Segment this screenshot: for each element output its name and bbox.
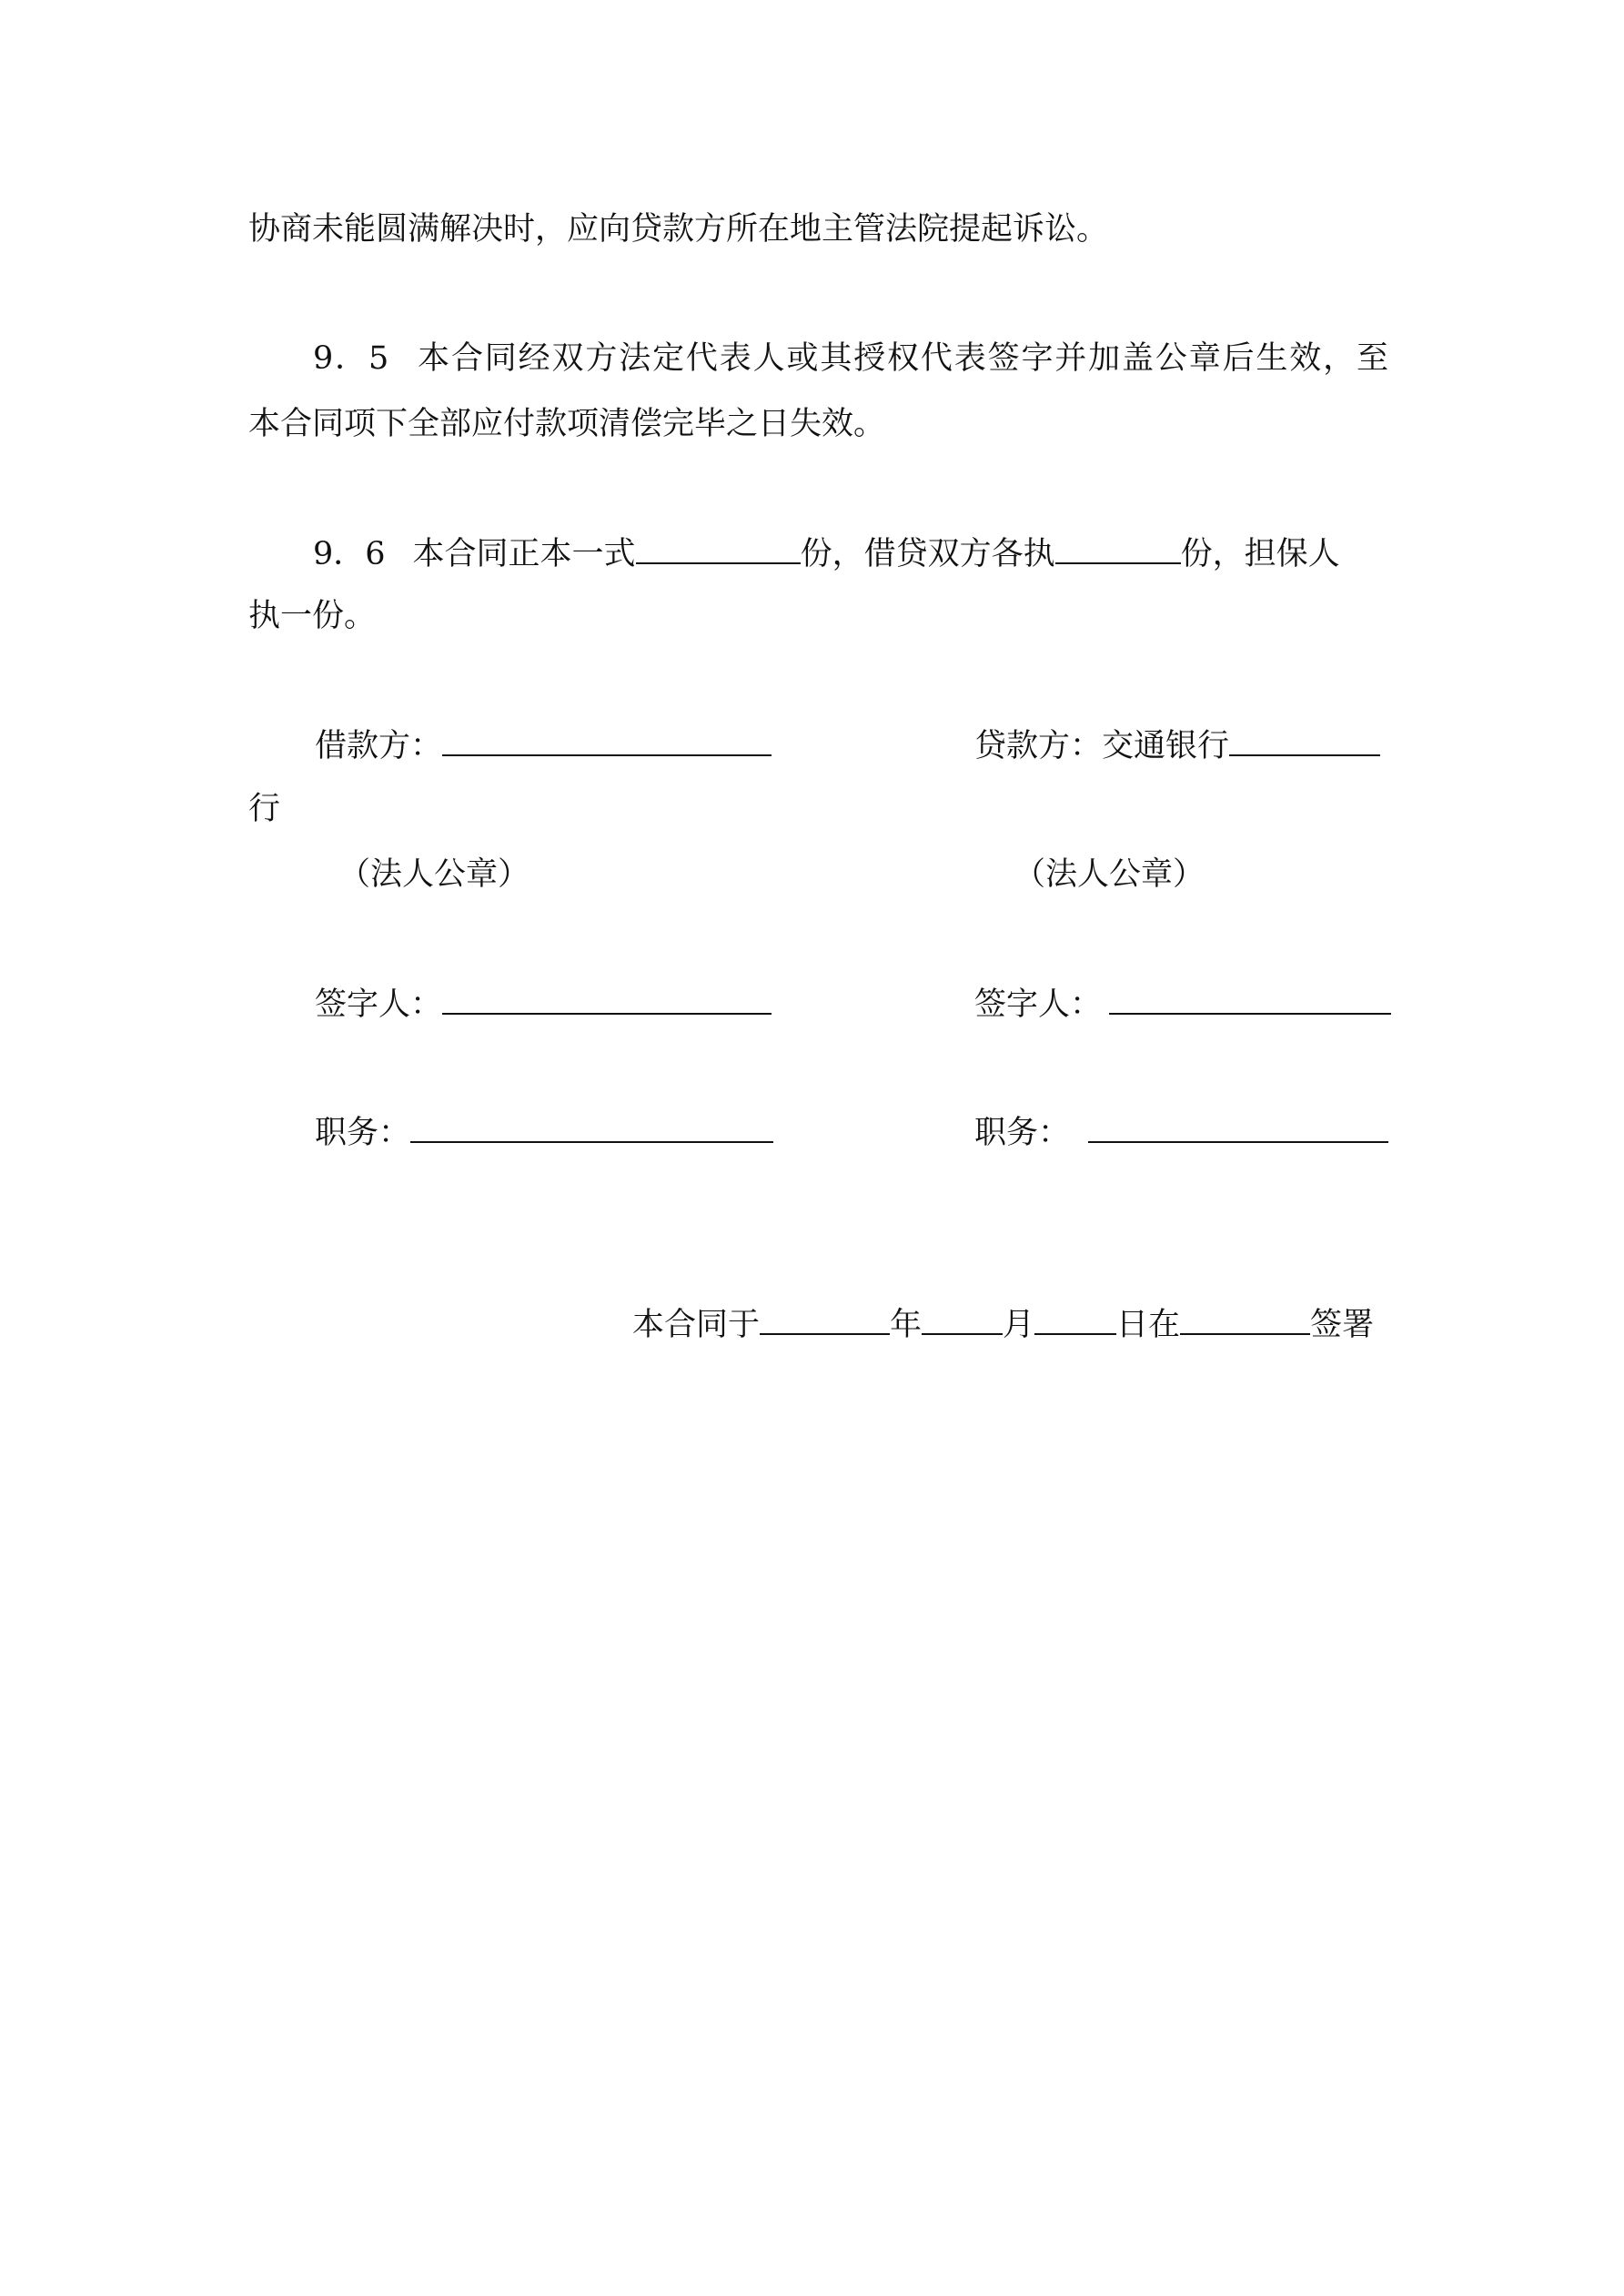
lender-row bbox=[974, 726, 1380, 766]
clause-9-5-line1 bbox=[313, 339, 1388, 379]
lender-label: 贷款方：交通银行 bbox=[974, 728, 1230, 764]
date-line bbox=[632, 1305, 1374, 1345]
clause-9-6-line1 bbox=[313, 534, 1340, 574]
title-left-blank[interactable] bbox=[410, 1114, 773, 1143]
clause-number: 9．5 bbox=[313, 340, 389, 377]
year-blank[interactable] bbox=[760, 1306, 890, 1335]
title-right-blank[interactable] bbox=[1088, 1114, 1388, 1143]
day-blank[interactable] bbox=[1034, 1306, 1116, 1335]
clause-text: 份，担保人 bbox=[1180, 536, 1340, 572]
clause-9-6-line2: 执一份。 bbox=[248, 598, 377, 634]
signer-left-blank[interactable] bbox=[442, 986, 772, 1015]
seal-right: （法人公章） bbox=[1014, 856, 1205, 893]
borrower-row bbox=[315, 726, 772, 766]
title-left-row bbox=[315, 1113, 773, 1153]
place-blank[interactable] bbox=[1180, 1306, 1310, 1335]
date-suffix: 签署 bbox=[1310, 1307, 1375, 1343]
clause-text: 份，借贷双方各执 bbox=[800, 536, 1055, 572]
clause-text: 本合同正本一式 bbox=[412, 536, 636, 572]
clause-text: 本合同经双方法定代表人或其授权代表签字并加盖公章后生效，至 bbox=[416, 340, 1388, 377]
year-label: 年 bbox=[890, 1307, 923, 1343]
title-right-row bbox=[974, 1113, 1388, 1153]
day-at-label: 日在 bbox=[1116, 1307, 1181, 1343]
signer-left-row bbox=[315, 985, 772, 1025]
lender-wrap: 行 bbox=[248, 791, 281, 827]
signer-right-label: 签字人： bbox=[974, 986, 1103, 1023]
copies-each-blank[interactable] bbox=[1055, 535, 1181, 564]
date-prefix: 本合同于 bbox=[632, 1307, 761, 1343]
signer-right-blank[interactable] bbox=[1109, 986, 1391, 1015]
lender-branch-blank[interactable] bbox=[1229, 727, 1380, 756]
title-right-label: 职务： bbox=[974, 1115, 1071, 1151]
borrower-label: 借款方： bbox=[315, 728, 443, 764]
signer-right-row bbox=[974, 985, 1391, 1025]
copies-total-blank[interactable] bbox=[636, 535, 801, 564]
signer-left-label: 签字人： bbox=[315, 986, 443, 1023]
seal-left: （法人公章） bbox=[338, 856, 530, 893]
clause-9-5-line2: 本合同项下全部应付款项清偿完毕之日失效。 bbox=[248, 406, 886, 442]
clause-number: 9．6 bbox=[313, 536, 386, 572]
month-label: 月 bbox=[1003, 1307, 1035, 1343]
title-left-label: 职务： bbox=[315, 1115, 411, 1151]
clause-9-4-tail: 协商未能圆满解决时，应向贷款方所在地主管法院提起诉讼。 bbox=[248, 211, 1109, 248]
month-blank[interactable] bbox=[922, 1306, 1003, 1335]
borrower-blank[interactable] bbox=[442, 727, 772, 756]
